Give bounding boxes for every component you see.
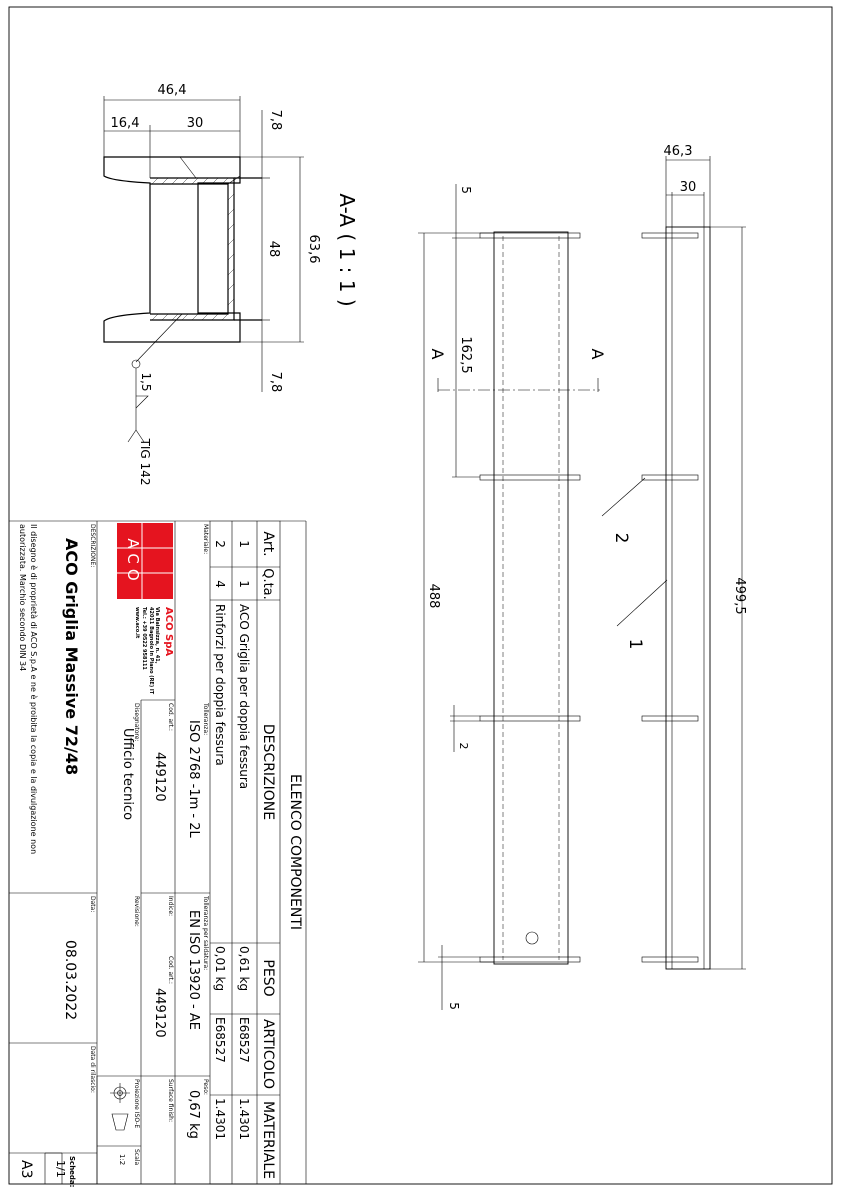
section-marker-right: A <box>588 348 607 360</box>
bom-header-desc: DESCRIZIONE <box>260 723 276 821</box>
bom-row2-article: E68527 <box>213 1017 227 1063</box>
label-scale: Scala <box>133 1149 140 1166</box>
section-marker-left: A <box>428 348 447 360</box>
dim-16-4: 16,4 <box>110 116 140 131</box>
company-address-1: Via Bainsizza, n. 41, <box>154 607 160 664</box>
bom-row2-material: 1.4301 <box>213 1098 227 1140</box>
dim-488: 488 <box>426 583 441 609</box>
aco-logo <box>117 523 173 599</box>
bom-header-weight: PESO <box>260 959 276 997</box>
drawing-title: ACO Griglia Massive 72/48 <box>62 538 81 776</box>
label-description: DESCRIZIONE: <box>89 524 96 568</box>
bom-header-material: MATERIALE <box>260 1100 276 1180</box>
dim-5-top: 5 <box>459 186 473 194</box>
bom-header-qty: Q.ta. <box>260 568 275 600</box>
label-designer: Disegnatore: <box>133 703 140 742</box>
dim-7-8-bottom: 7,8 <box>268 371 283 393</box>
designer-value: Ufficio tecnico <box>120 728 135 821</box>
notice-line-2: autorizzata. Marchio secondo DIN 34 <box>18 524 27 672</box>
projection-symbol <box>110 1083 130 1130</box>
bom-row1-desc: ACO Griglia per doppia fessura <box>237 604 251 790</box>
bom-row1-art: 1 <box>237 540 251 548</box>
tolerance-value: ISO 2768 -1m - 2L <box>186 720 201 838</box>
label-sheet: Scheda: <box>68 1156 76 1188</box>
side-view <box>602 144 747 969</box>
bom-header-article: ARTICOLO <box>260 1018 276 1090</box>
bom-header-art: Art. <box>260 531 276 557</box>
bom-row1-material: 1.4301 <box>237 1098 251 1140</box>
label-weld-tolerance: Tolleranza per saldatura: <box>202 896 209 971</box>
label-weight: Peso: <box>202 1079 209 1095</box>
date-value: 08.03.2022 <box>62 940 78 1021</box>
bom-row1-article: E68527 <box>237 1017 251 1063</box>
label-revision: Revisione: <box>133 896 140 927</box>
dim-499-5: 499,5 <box>732 577 747 615</box>
dim-5-bottom: 5 <box>447 1002 461 1010</box>
bom-row2-weight: 0,01 kg <box>213 946 227 992</box>
scale-value: 1:2 <box>118 1154 126 1166</box>
company-address-4: www.aco.it <box>134 607 140 639</box>
company-name: ACO SpA <box>163 607 174 657</box>
label-material: Materiale: <box>202 524 209 555</box>
sheet-value: 1/1 <box>54 1160 67 1178</box>
dim-46-3: 46,3 <box>663 144 693 159</box>
codart2-value: 449120 <box>152 988 167 1038</box>
section-title: A-A ( 1 : 1 ) <box>335 193 359 307</box>
label-codart2: Cod. art.: <box>167 956 174 984</box>
bom-title: ELENCO COMPONENTI <box>287 773 303 931</box>
label-date: Data: <box>89 896 96 913</box>
dim-46-4: 46,4 <box>157 83 187 98</box>
label-surface-finish: Surface finish: <box>167 1079 174 1122</box>
front-view <box>418 184 607 1010</box>
label-projection: Proiezione ISO-E <box>133 1079 140 1129</box>
notice-line-1: Il disegno è di proprietà di ACO S.p.A e ne è proibita la copia e la divulgazione non <box>29 524 38 855</box>
weight-value: 0,67 kg <box>186 1090 201 1139</box>
dim-162-5: 162,5 <box>458 336 473 374</box>
dim-30-side: 30 <box>679 180 697 195</box>
dim-30: 30 <box>186 116 204 131</box>
logo-text: ACO <box>124 538 142 586</box>
dim-7-8-top: 7,8 <box>268 109 283 131</box>
bom-row1-weight: 0,61 kg <box>237 946 251 992</box>
bom-row1-qty: 1 <box>237 580 251 588</box>
dim-63-6: 63,6 <box>306 234 321 264</box>
company-address-3: Tel.: +39 0522 958111 <box>141 607 147 670</box>
balloon-1: 1 <box>625 638 645 650</box>
codart-value: 449120 <box>152 752 167 802</box>
bom-row2-qty: 4 <box>213 580 227 588</box>
weld-size: 1,5 <box>139 372 153 392</box>
label-tolerance: Tolleranza: <box>202 703 209 736</box>
dim-2: 2 <box>457 742 470 750</box>
bom-row2-art: 2 <box>213 540 227 548</box>
balloon-2: 2 <box>611 532 631 544</box>
label-release-date: Data di rilascio: <box>89 1046 96 1093</box>
sheet-format: A3 <box>18 1160 34 1179</box>
dim-48: 48 <box>266 240 281 258</box>
label-index: Indice: <box>167 896 174 917</box>
bom-row2-desc: Rinforzi per doppia fessura <box>213 604 227 766</box>
title-block <box>9 521 306 1188</box>
section-view <box>104 83 359 485</box>
weld-process: TIG 142 <box>138 438 152 486</box>
company-address-2: 42011 Bagnolo in Piano (RE) IT <box>148 607 154 695</box>
weld-tolerance-value: EN ISO 13920 - AE <box>186 910 201 1030</box>
label-codart: Cod. art.: <box>167 703 174 731</box>
